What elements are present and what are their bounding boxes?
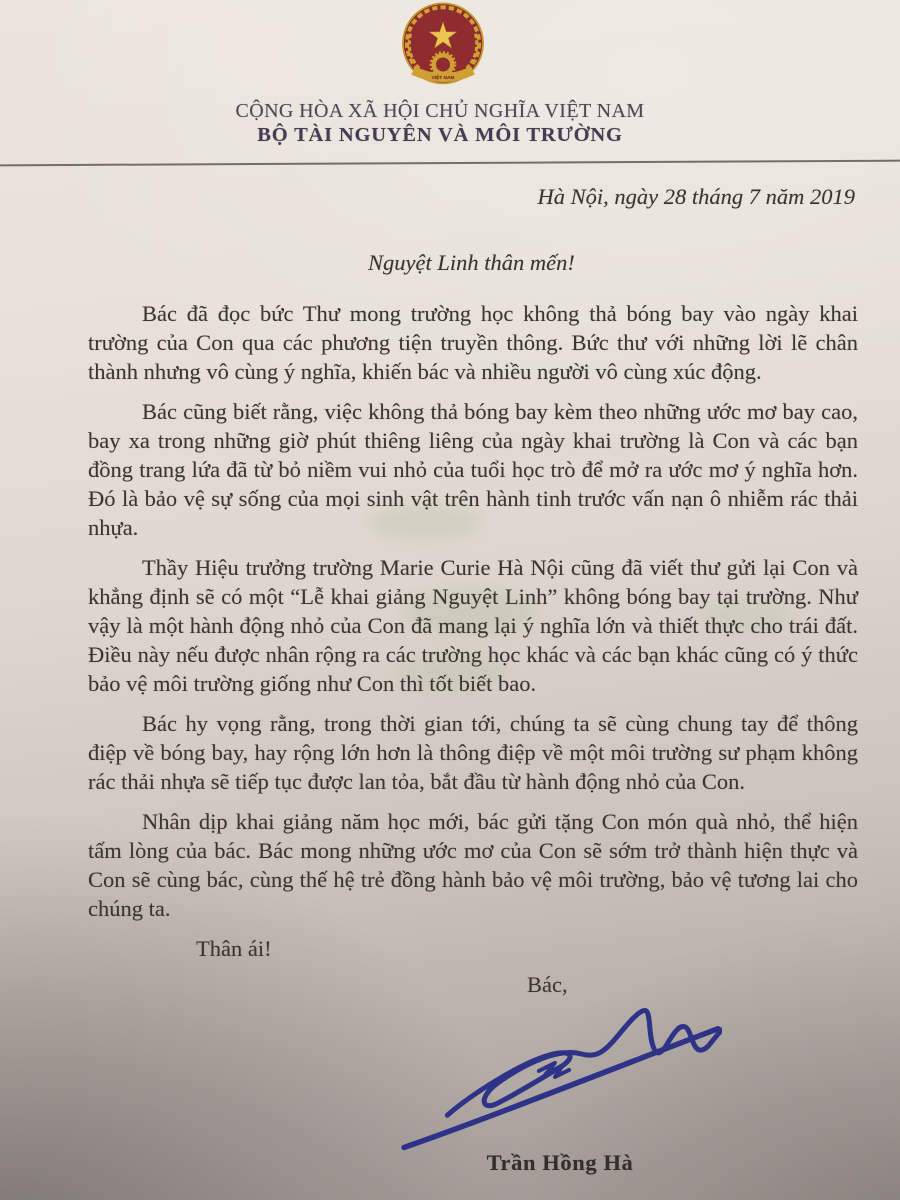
signature-main-stroke <box>447 1010 722 1115</box>
national-motto: CỘNG HÒA XÃ HỘI CHỦ NGHĨA VIỆT NAM <box>235 100 645 122</box>
letter-paragraph: Bác hy vọng rằng, trong thời gian tới, chúng ta sẽ cùng chung tay để thông điệp về bóng bay, hay rộng lớn hơn là thông điệp về một môi trường sư phạm không rác thải nhựa sẽ tiếp tục được lan tỏa, bắt đầu từ hành động nhỏ của Con. <box>88 711 858 794</box>
letter-paragraph: Thầy Hiệu trưởng trường Marie Curie Hà Nội cũng đã viết thư gửi lại Con và khẳng định sẽ có một “Lễ khai giảng Nguyệt Linh” không bóng bay tại trường. Như vậy là một hành động nhỏ của Con đã mang lại ý nghĩa lớn và thiết thực cho trái đất. Điều này nếu được nhân rộng ra các trường học khác và các bạn khác cũng có ý thức bảo vệ môi trường giống như Con thì tốt biết bao. <box>88 555 858 696</box>
letter-paragraph: Bác đã đọc bức Thư mong trường học không thả bóng bay vào ngày khai trường của Con qua các phương tiện truyền thông. Bức thư với những lời lẽ chân thành nhưng vô cùng ý nghĩa, khiến bác và nhiều người vô cùng xúc động. <box>88 301 858 384</box>
header-divider <box>0 160 900 167</box>
letter-paragraph: Bác cũng biết rằng, việc không thả bóng bay kèm theo những ước mơ bay cao, bay xa trong những giờ phút thiêng liêng của ngày khai trường là Con và các bạn đồng trang lứa đã từ bỏ niềm vui nhỏ của tuổi học trò để mở ra ước mơ ý nghĩa hơn. Đó là bảo vệ sự sống của mọi sinh vật trên hành tinh trước vấn nạn ô nhiễm rác thải nhựa. <box>88 399 858 540</box>
letter-paragraph: Nhân dịp khai giảng năm học mới, bác gửi tặng Con món quà nhỏ, thể hiện tấm lòng của bác. Bác mong những ước mơ của Con sẽ sớm trở thành hiện thực và Con sẽ cùng bác, cùng thế hệ trẻ đồng hành bảo vệ môi trường, bảo vệ tương lai cho chúng ta. <box>88 809 858 921</box>
closing-phrase: Thân ái! <box>196 936 272 961</box>
letter-body <box>88 299 858 963</box>
date-line: Hà Nội, ngày 28 tháng 7 năm 2019 <box>537 184 855 209</box>
ministry-name: BỘ TÀI NGUYÊN VÀ MÔI TRƯỜNG <box>257 124 623 146</box>
signature-underline-stroke <box>404 1029 718 1148</box>
salutation: Nguyệt Linh thân mến! <box>368 250 575 275</box>
handwritten-signature-icon <box>390 1000 722 1152</box>
signer-name: Trần Hồng Hà <box>486 1150 634 1175</box>
emblem-banner-text: VIỆT NAM <box>431 76 455 81</box>
signature-scribble-stroke <box>539 1063 569 1077</box>
paragraph-list <box>88 299 858 923</box>
signer-role: Bác, <box>527 972 568 997</box>
vietnam-national-emblem-icon <box>398 2 488 90</box>
